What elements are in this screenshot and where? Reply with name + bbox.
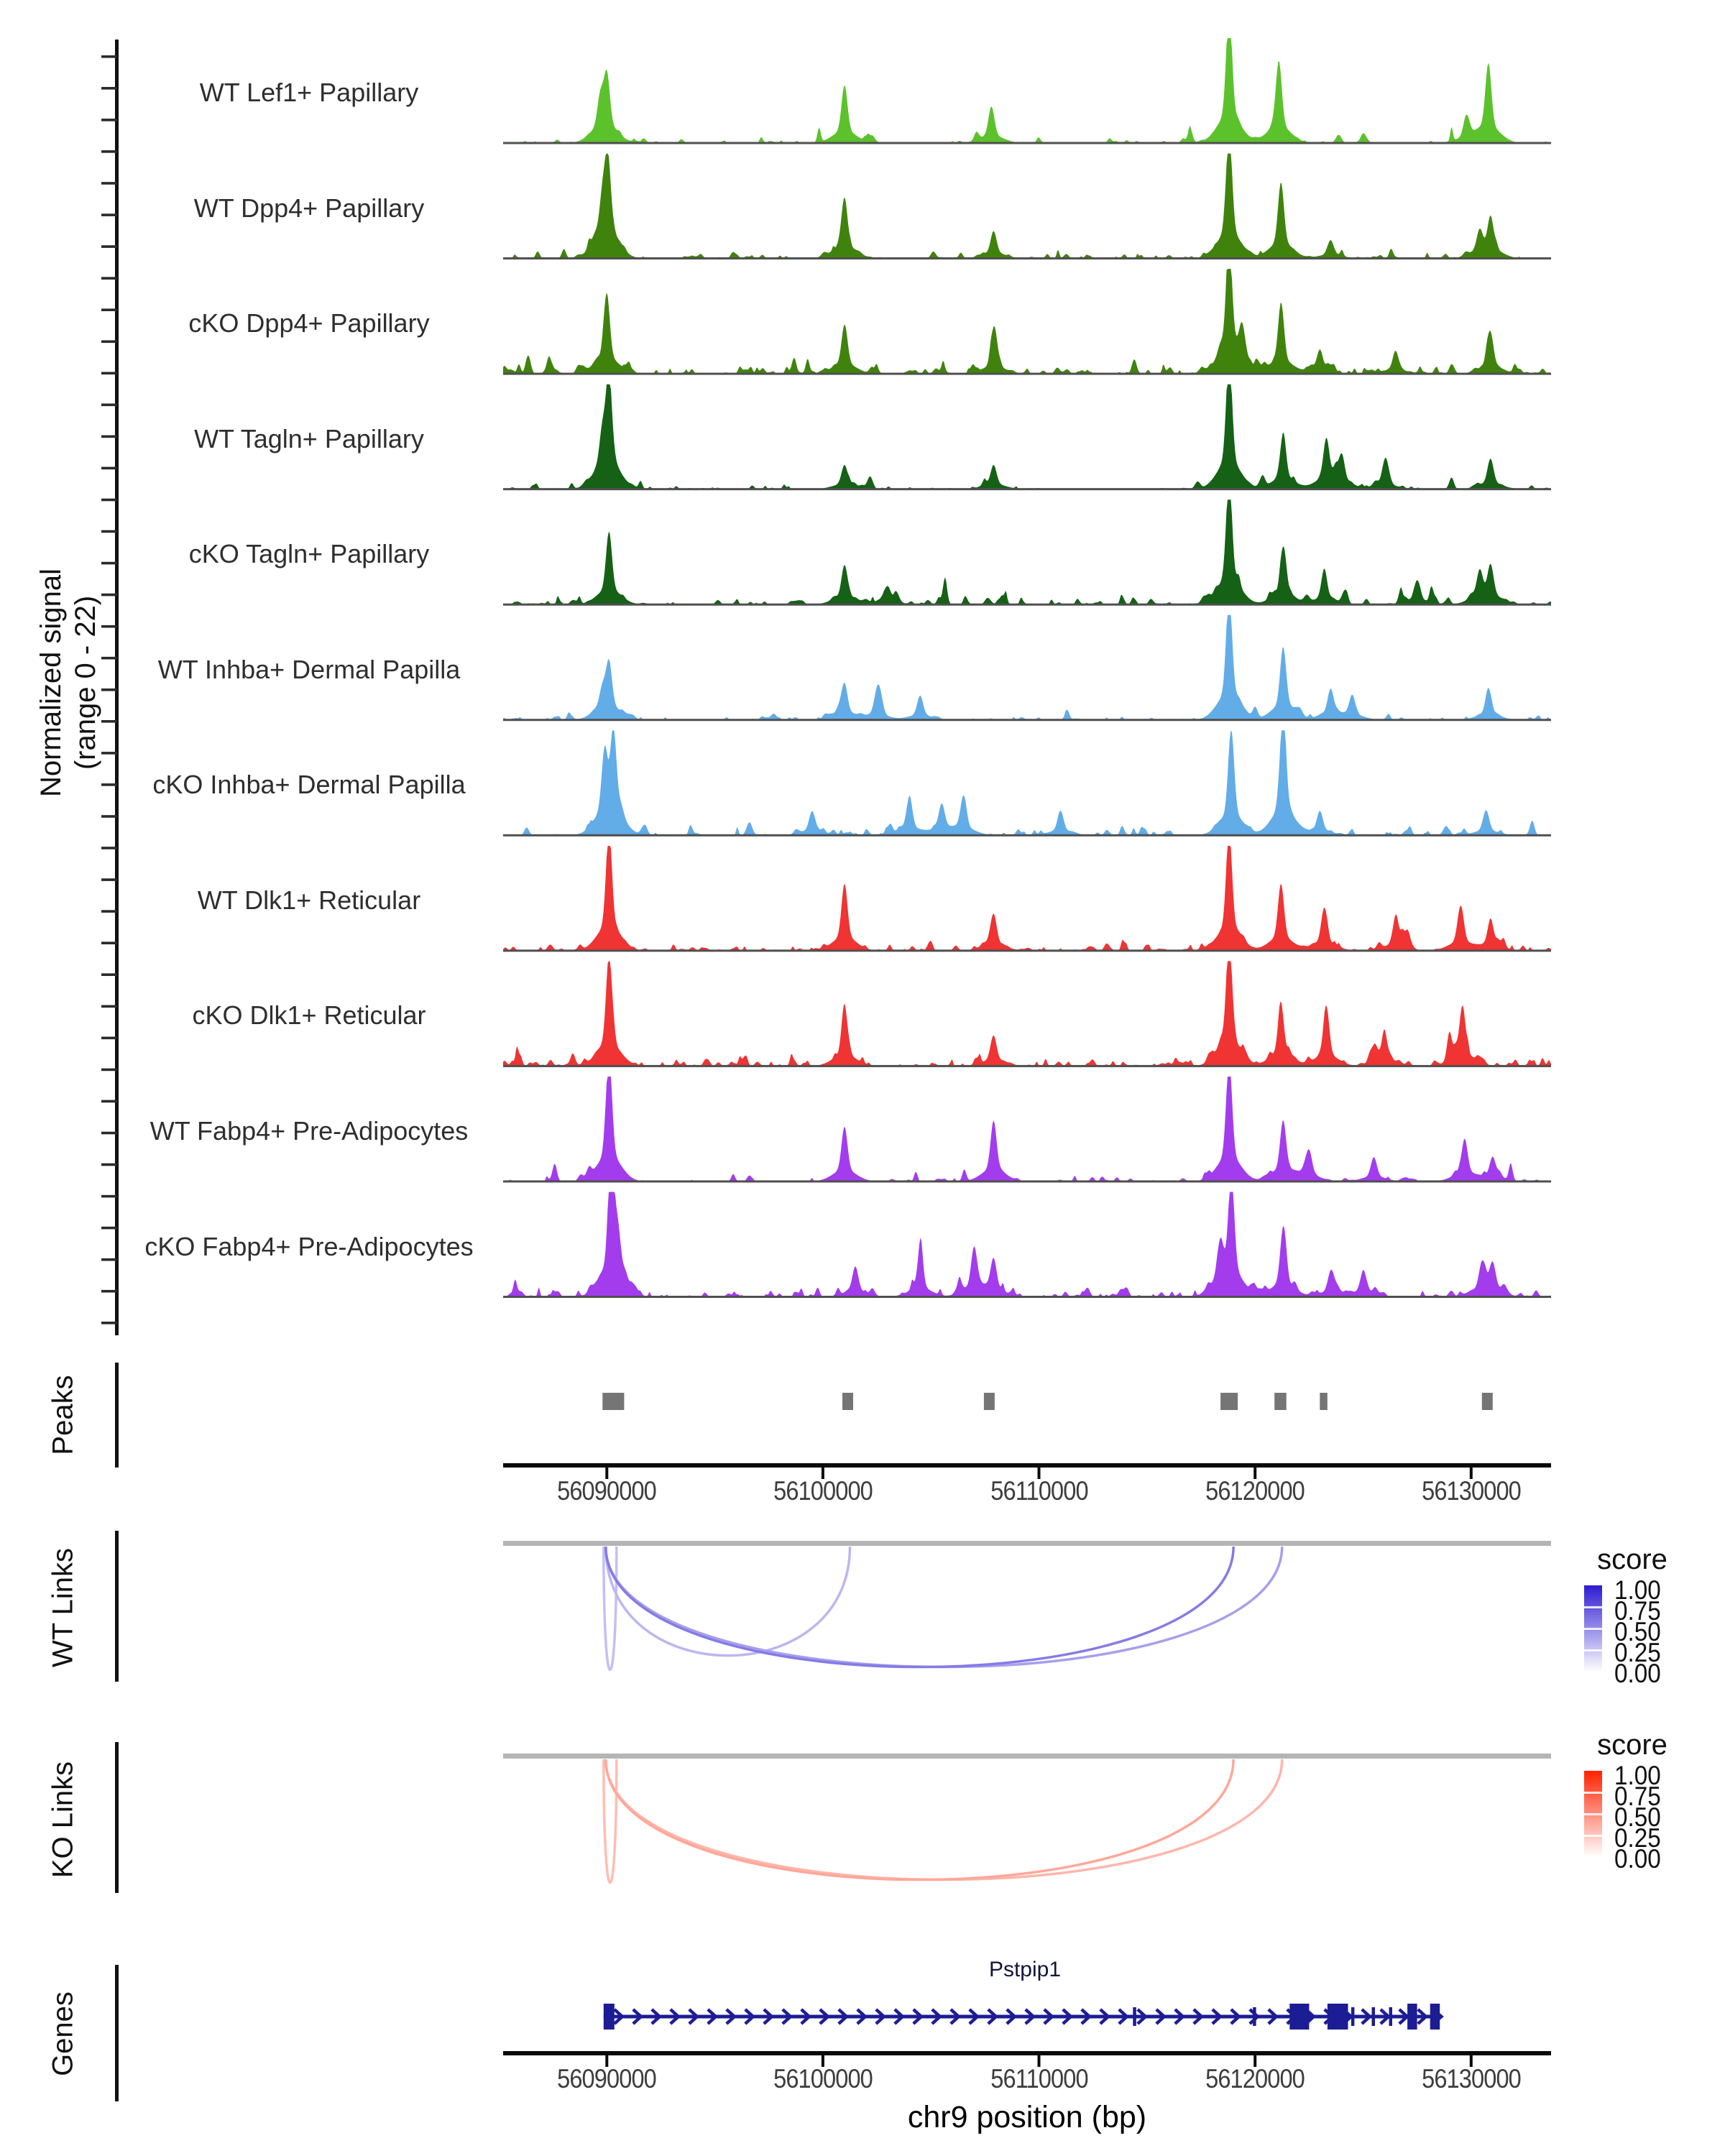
legend-tick-label: 0.00	[1614, 1844, 1661, 1874]
signal-track-3	[503, 269, 1551, 374]
track-baseline	[503, 488, 1551, 490]
legend-tick-label: 0.25	[1614, 1638, 1661, 1667]
signal-track-9	[503, 961, 1551, 1067]
peak-region-box	[602, 1393, 624, 1410]
ko-links-track	[115, 1742, 1551, 1893]
y-axis-tick	[101, 878, 117, 881]
y-axis-tick	[101, 1227, 117, 1230]
y-axis-tick	[101, 119, 117, 121]
signal-area	[503, 730, 1551, 835]
signal-track-6	[503, 615, 1551, 721]
y-axis-tick	[101, 150, 117, 153]
ko-links-score-legend	[1578, 1729, 1701, 1916]
legend-tick-label: 0.00	[1614, 1659, 1661, 1688]
signal-area	[503, 615, 1551, 720]
y-axis-tick	[101, 1100, 117, 1103]
gene-exon	[1328, 2004, 1348, 2030]
legend-tick-label: 1.00	[1614, 1761, 1661, 1790]
axis-tick-label: 56120000	[1205, 2064, 1305, 2093]
signal-track-1	[503, 38, 1551, 144]
track-label: cKO Inhba+ Dermal Papilla	[152, 770, 466, 800]
peak-region-box	[984, 1393, 995, 1410]
axis-tick-label: 56110000	[990, 2064, 1088, 2093]
signal-area	[503, 846, 1551, 951]
y-axis-tick	[101, 1195, 117, 1198]
track-baseline	[503, 719, 1551, 721]
y-axis-label	[34, 568, 103, 797]
y-axis-tick	[101, 1069, 117, 1072]
track-baseline	[503, 1180, 1551, 1182]
track-label: cKO Fabp4+ Pre-Adipocytes	[144, 1231, 474, 1261]
axis-tick-label: 56090000	[557, 2064, 656, 2093]
y-axis-tick	[101, 941, 117, 944]
axis-tick-label: 56100000	[773, 1476, 873, 1506]
track-baseline	[503, 142, 1551, 144]
track-baseline	[503, 834, 1551, 837]
legend-tick-label: 0.75	[1614, 1782, 1661, 1811]
wt-links-section-label: WT Links	[47, 1548, 79, 1667]
gene-exon	[604, 2004, 615, 2030]
track-baseline	[503, 373, 1551, 375]
signal-area	[503, 154, 1551, 259]
peaks-section-label: Peaks	[47, 1375, 79, 1455]
y-axis-tick	[101, 1322, 117, 1325]
signal-track-5	[503, 499, 1551, 606]
gene-name-label: Pstpip1	[988, 1958, 1062, 1981]
y-axis-tick	[101, 499, 117, 502]
legend-tick-label: 0.75	[1614, 1596, 1661, 1626]
wt-links-score-legend	[1578, 1544, 1701, 1731]
signal-track-10	[503, 1077, 1551, 1182]
legend-tick-label: 0.50	[1614, 1802, 1661, 1832]
track-label: WT Fabp4+ Pre-Adipocytes	[150, 1115, 469, 1146]
gene-exon	[1430, 2004, 1440, 2030]
link-arc	[606, 1547, 850, 1656]
y-axis-tick	[101, 625, 117, 628]
peak-region-box	[1274, 1393, 1287, 1410]
x-axis-title: chr9 position (bp)	[907, 2100, 1147, 2134]
legend-tick-label: 0.25	[1614, 1823, 1661, 1853]
links-baseline-bar	[503, 1541, 1551, 1546]
track-label: WT Tagln+ Papillary	[194, 423, 424, 453]
signal-area	[503, 499, 1551, 604]
y-axis-tick	[101, 847, 117, 849]
track-label: WT Dpp4+ Papillary	[193, 193, 425, 223]
track-baseline	[503, 1065, 1551, 1067]
y-axis-tick	[101, 277, 117, 280]
peaks-track	[115, 1363, 1493, 1468]
signal-area	[503, 38, 1551, 143]
axis-tick-label: 56110000	[990, 1476, 1088, 1506]
track-label: cKO Tagln+ Papillary	[188, 539, 430, 569]
signal-tracks	[503, 38, 1551, 1298]
track-baseline	[503, 949, 1551, 952]
signal-track-2	[503, 154, 1551, 259]
peak-region-box	[1482, 1393, 1493, 1410]
wt-score-gradient-bar	[1584, 1585, 1602, 1672]
gene-exon	[1289, 2004, 1309, 2030]
genes-section-label: Genes	[47, 1991, 79, 2076]
y-axis-tick	[101, 1164, 117, 1166]
track-label: cKO Dpp4+ Papillary	[188, 308, 430, 338]
y-axis-tick	[101, 245, 117, 248]
y-axis-tick	[101, 341, 117, 344]
y-axis-tick	[101, 182, 117, 185]
signal-area	[503, 384, 1551, 489]
axis-tick-label: 56090000	[557, 1476, 656, 1506]
signal-area	[503, 1192, 1551, 1297]
y-axis-tick	[101, 1037, 117, 1040]
y-axis-tick	[101, 973, 117, 976]
track-baseline	[503, 257, 1551, 259]
axis-tick-label: 56130000	[1422, 2064, 1521, 2093]
link-arc	[606, 1759, 1233, 1880]
signal-track-11	[503, 1192, 1551, 1299]
signal-area	[503, 961, 1551, 1066]
y-axis-tick	[101, 404, 117, 407]
peak-region-box	[1320, 1393, 1328, 1410]
legend-tick-label: 1.00	[1614, 1575, 1661, 1605]
axis-tick-label: 56100000	[773, 2064, 873, 2093]
y-axis-label-line1: Normalized signal	[35, 568, 67, 797]
signal-area	[503, 269, 1551, 374]
signal-track-4	[503, 384, 1551, 490]
signal-track-8	[503, 846, 1551, 952]
wt-legend-title: score	[1597, 1544, 1668, 1575]
y-axis-tick	[101, 1290, 117, 1293]
y-axis-tick	[101, 688, 117, 691]
signal-area	[503, 1077, 1551, 1181]
link-arc	[606, 1547, 1282, 1667]
link-arc	[606, 1759, 1282, 1880]
gene-exon-thin	[1372, 2007, 1376, 2026]
wt-links-track	[115, 1531, 1551, 1682]
peak-region-box	[1220, 1393, 1238, 1410]
gene-exon-thin	[1389, 2007, 1393, 2026]
gene-exon	[1407, 2004, 1417, 2030]
track-label: cKO Dlk1+ Reticular	[192, 1000, 426, 1031]
y-axis-label-line2: (range 0 - 22)	[70, 595, 101, 770]
peak-region-box	[842, 1393, 853, 1410]
ko-links-section-label: KO Links	[47, 1761, 79, 1879]
gene-exon-thin	[1133, 2007, 1136, 2026]
track-label: WT Inhba+ Dermal Papilla	[157, 654, 461, 684]
track-label: WT Dlk1+ Reticular	[197, 885, 421, 915]
y-axis-tick	[101, 55, 117, 58]
y-axis-tick	[101, 372, 117, 375]
y-axis-tick	[101, 752, 117, 755]
track-label: WT Lef1+ Papillary	[199, 78, 419, 107]
y-axis-tick	[101, 720, 117, 723]
y-axis-tick	[101, 594, 117, 596]
ko-legend-title: score	[1597, 1729, 1668, 1761]
links-baseline-bar	[503, 1754, 1551, 1759]
gene-exon-thin	[1351, 2007, 1355, 2026]
axis-tick-label: 56120000	[1205, 1476, 1305, 1506]
track-baseline	[503, 604, 1551, 606]
ko-score-gradient-bar	[1584, 1771, 1602, 1857]
genome-axis-tick-labels	[0, 2064, 1725, 2094]
signal-track-7	[503, 730, 1551, 837]
y-axis-tick	[101, 815, 117, 818]
y-axis-tick	[101, 467, 117, 470]
gene-exon-thin	[1253, 2007, 1256, 2026]
track-baseline	[503, 1296, 1551, 1298]
legend-tick-label: 0.50	[1614, 1617, 1661, 1646]
link-arc	[606, 1547, 1233, 1667]
y-axis-tick	[101, 530, 117, 533]
axis-tick-label: 56130000	[1422, 1476, 1521, 1506]
peaks-axis-tick-labels	[0, 1476, 1725, 1506]
